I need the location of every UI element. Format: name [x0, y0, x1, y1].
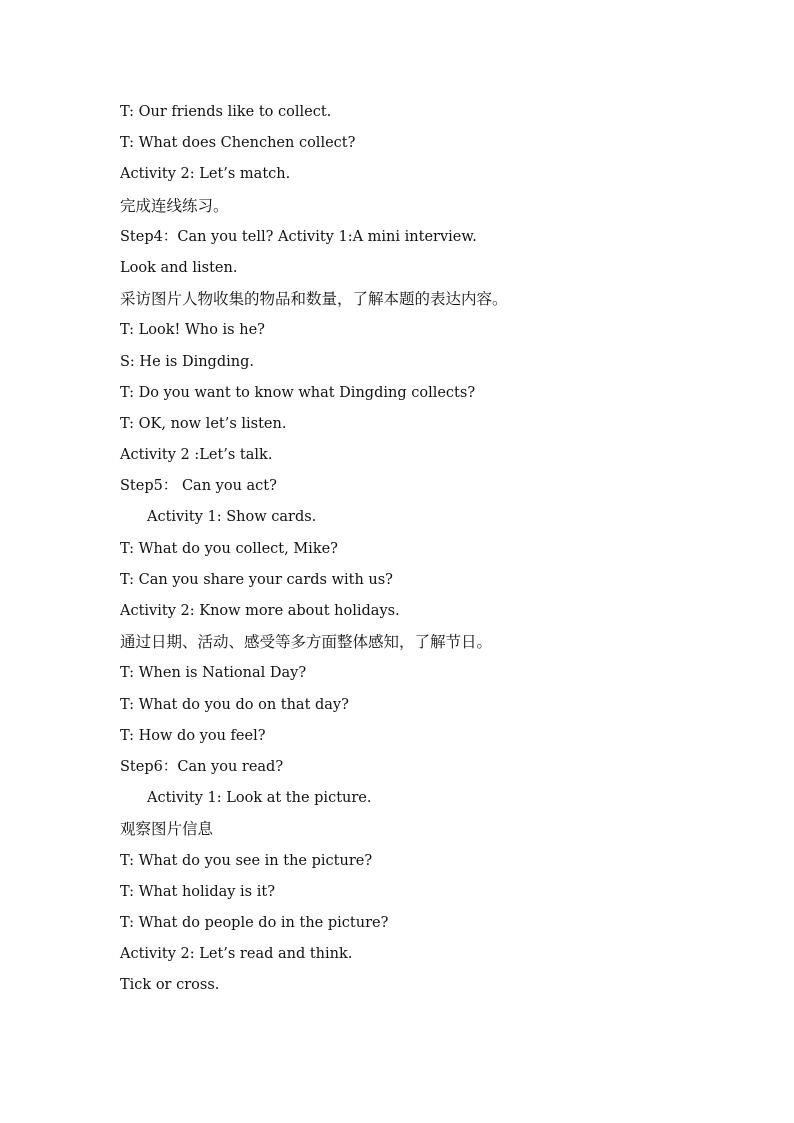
text-line: Activity 2: Know more about holidays. [120, 603, 400, 619]
text-line: Activity 1: Look at the picture. [147, 790, 372, 807]
text-line: T: What do you collect, Mike? [120, 540, 338, 557]
text-line: T: Do you want to know what Dingding collects? [120, 384, 476, 401]
text-line: T: When is National Day? [120, 665, 307, 682]
text-line: T: Can you share your cards with us? [120, 571, 393, 588]
text-line: T: How do you feel? [120, 727, 266, 744]
text-line: T: OK, now let’s listen. [120, 415, 287, 432]
text-line: T: Look! Who is he? [120, 322, 265, 339]
text-line: Activity 2: Let’s match. [120, 166, 291, 183]
text-line: 观察图片信息 [120, 820, 214, 839]
text-line: S: He is Dingding. [120, 353, 254, 370]
text-line: Look and listen. [120, 259, 238, 276]
text-line: Activity 2 :Let’s talk. [120, 447, 273, 464]
text-line: Step4：Can you tell? Activity 1:A mini interview. [120, 228, 477, 245]
text-line: T: What holiday is it? [120, 883, 275, 900]
text-line: Tick or cross. [120, 977, 220, 994]
text-line: Activity 2: Let’s read and think. [120, 946, 353, 963]
text-line: 采访图片人物收集的物品和数量，了解本题的表达内容。 [120, 290, 508, 309]
text-line: T: What do you see in the picture? [120, 852, 373, 869]
text-line: Step5： Can you act? [120, 478, 277, 495]
text-line: T: What do you do on that day? [120, 696, 349, 713]
document-body [120, 100, 720, 1004]
text-line: 通过日期、活动、感受等多方面整体感知，了解节日。 [120, 633, 493, 652]
text-line: Step6：Can you read? [120, 758, 284, 775]
text-line: Activity 1: Show cards. [147, 509, 317, 526]
text-line: T: What do people do in the picture? [120, 914, 389, 931]
text-line: 完成连线练习。 [120, 196, 229, 215]
text-line: T: Our friends like to collect. [120, 104, 332, 120]
text-line: T: What does Chenchen collect? [120, 135, 356, 152]
